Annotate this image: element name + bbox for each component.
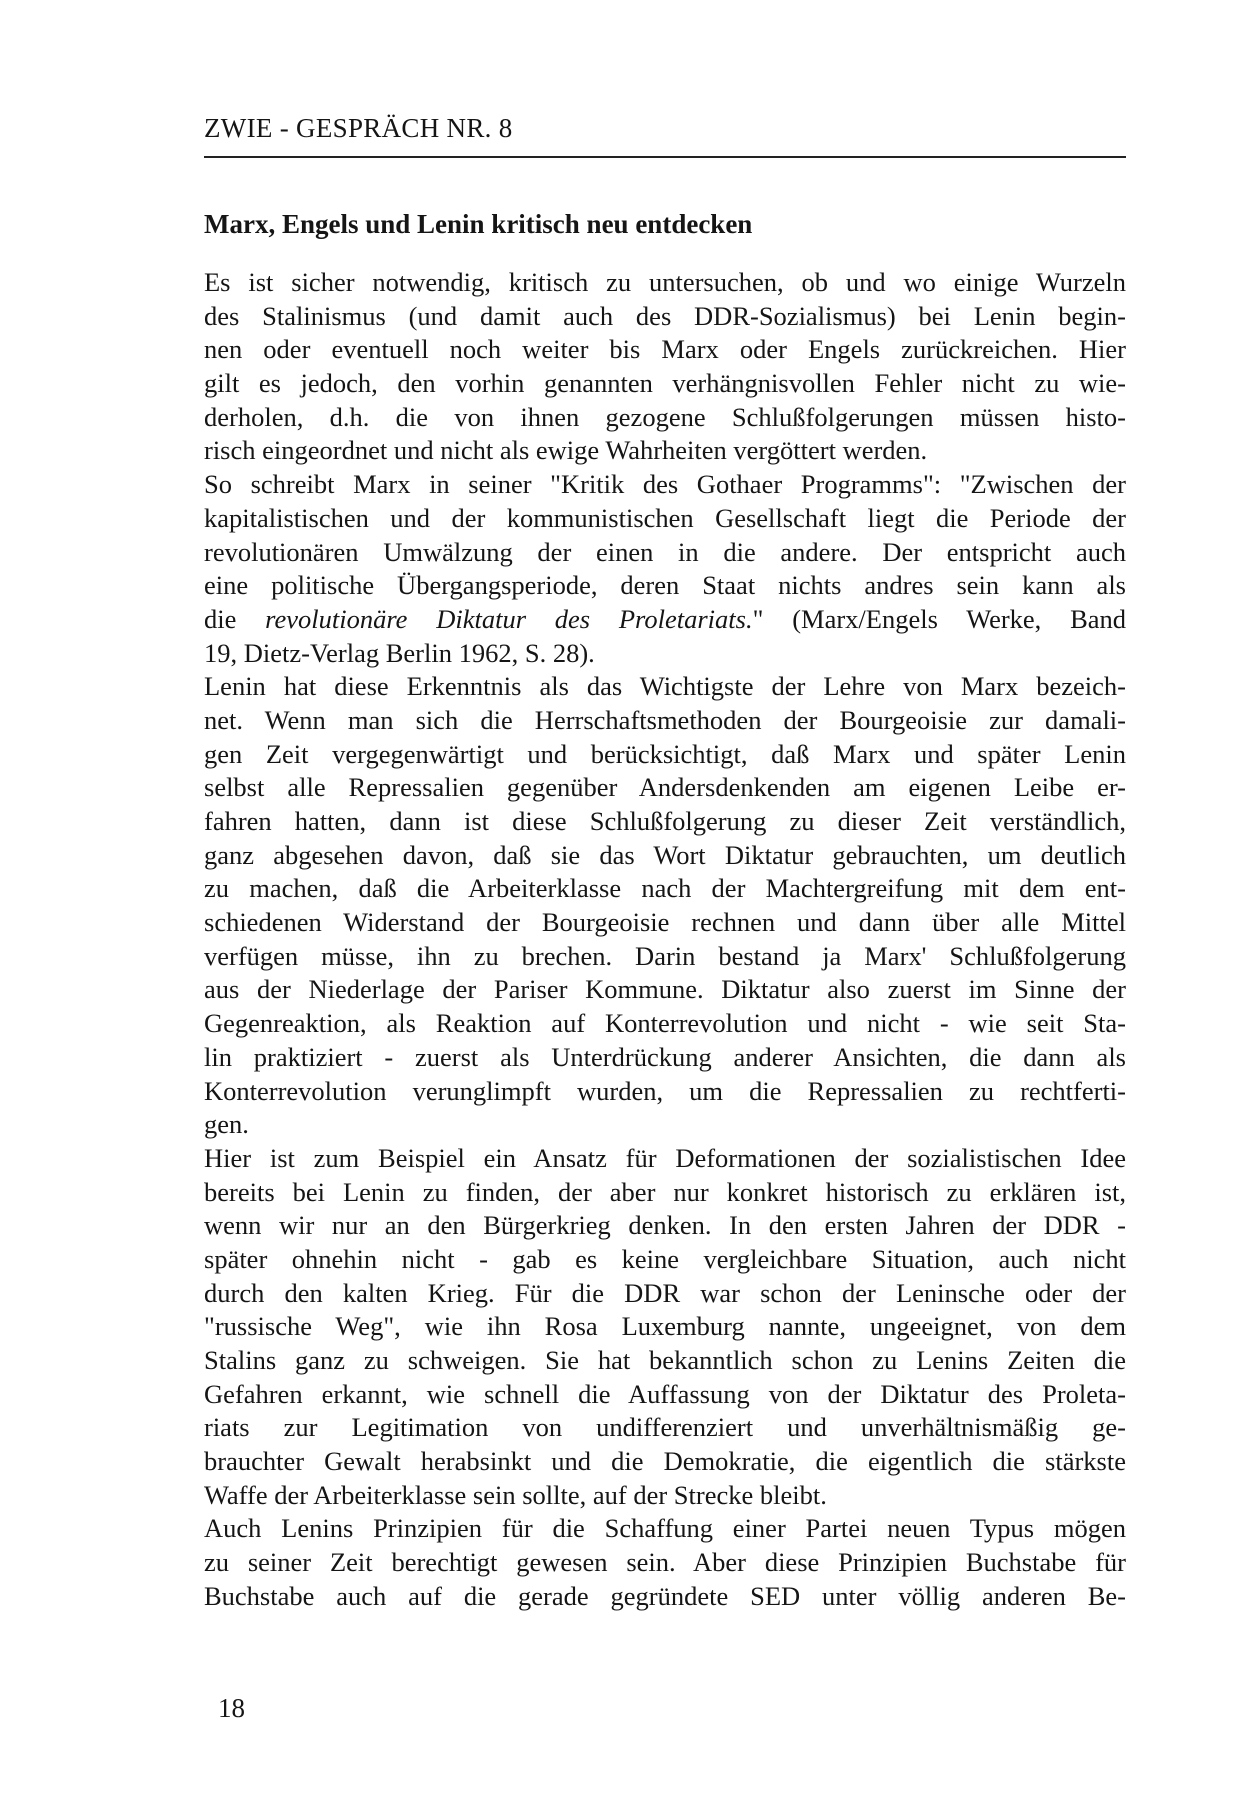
text-line: Es ist sicher notwendig, kritisch zu untersuchen, ob und wo einige Wurzeln <box>204 267 1126 297</box>
emphasis: revolutionäre Diktatur des Proletariats. <box>265 603 753 634</box>
text-line: revolutionären Umwälzung der einen in die andere. Der entspricht auch <box>204 536 1126 567</box>
paragraph <box>204 670 1126 1142</box>
running-header: ZWIE - GESPRÄCH NR. 8 <box>204 113 513 143</box>
text-line: zu seiner Zeit berechtigt gewesen sein. Aber diese Prinzipien Buchstabe für <box>204 1547 1126 1578</box>
text-line: lin praktiziert - zuerst als Unterdrückung anderer Ansichten, die dann als <box>204 1041 1126 1072</box>
text-line: brauchter Gewalt herabsinkt und die Demokratie, die eigentlich die stärkste <box>204 1446 1126 1477</box>
paragraph <box>204 1512 1126 1613</box>
body-text <box>204 266 1126 1614</box>
text-line: riats zur Legitimation von undifferenziert und unverhältnismäßig ge- <box>204 1412 1126 1443</box>
text-line: 19, Dietz-Verlag Berlin 1962, S. 28). <box>204 637 595 668</box>
text-line: verfügen müsse, ihn zu brechen. Darin bestand ja Marx' Schlußfolgerung <box>204 940 1126 971</box>
paragraph <box>204 468 1126 670</box>
text-line: net. Wenn man sich die Herrschaftsmethoden der Bourgeoisie zur damali- <box>204 704 1126 735</box>
text-line: Waffe der Arbeiterklasse sein sollte, auf der Strecke bleibt. <box>204 1479 827 1510</box>
header-rule <box>204 156 1126 158</box>
text-line: schiedenen Widerstand der Bourgeoisie rechnen und dann über alle Mittel <box>204 907 1126 938</box>
text-line: Konterrevolution verunglimpft wurden, um die Repressalien zu rechtferti- <box>204 1075 1126 1106</box>
text-line: risch eingeordnet und nicht als ewige Wahrheiten vergöttert werden. <box>204 435 928 466</box>
paragraph <box>204 1142 1126 1513</box>
text-line: gen Zeit vergegenwärtigt und berücksichtigt, daß Marx und später Lenin <box>204 738 1126 769</box>
text-line: Gefahren erkannt, wie schnell die Auffassung von der Diktatur des Proleta- <box>204 1378 1126 1409</box>
text-line: später ohnehin nicht - gab es keine vergleichbare Situation, auch nicht <box>204 1243 1126 1274</box>
text-line: ganz abgesehen davon, daß sie das Wort Diktatur gebrauchten, um deutlich <box>204 839 1126 870</box>
paragraph <box>204 266 1126 468</box>
text-line: Stalins ganz zu schweigen. Sie hat bekanntlich schon zu Lenins Zeiten die <box>204 1345 1126 1375</box>
text-line: gilt es jedoch, den vorhin genannten verhängnisvollen Fehler nicht zu wie- <box>204 368 1126 399</box>
text-line: nen oder eventuell noch weiter bis Marx oder Engels zurückreichen. Hier <box>204 334 1126 365</box>
text-line: zu machen, daß die Arbeiterklasse nach der Machtergreifung mit dem ent- <box>204 873 1126 904</box>
text-line: wenn wir nur an den Bürgerkrieg denken. In den ersten Jahren der DDR - <box>204 1210 1126 1241</box>
text-line: derholen, d.h. die von ihnen gezogene Schlußfolgerungen müssen histo- <box>204 401 1126 432</box>
text-line: aus der Niederlage der Pariser Kommune. Diktatur also zuerst im Sinne der <box>204 974 1126 1005</box>
text-line: "russische Weg", wie ihn Rosa Luxemburg nannte, ungeeignet, von dem <box>204 1311 1126 1342</box>
text-line: So schreibt Marx in seiner "Kritik des Gothaer Programms": "Zwischen der <box>204 469 1126 500</box>
text-line: eine politische Übergangsperiode, deren Staat nichts andres sein kann als <box>204 570 1126 601</box>
text-line: gen. <box>204 1109 249 1140</box>
text-line: Auch Lenins Prinzipien für die Schaffung einer Partei neuen Typus mögen <box>204 1513 1126 1544</box>
text-line: des Stalinismus (und damit auch des DDR-Sozialismus) bei Lenin begin- <box>204 300 1126 331</box>
text-line: Hier ist zum Beispiel ein Ansatz für Deformationen der sozialistischen Idee <box>204 1142 1126 1173</box>
text-line: Gegenreaktion, als Reaktion auf Konterrevolution und nicht - wie seit Sta- <box>204 1008 1126 1039</box>
text-line: Lenin hat diese Erkenntnis als das Wichtigste der Lehre von Marx bezeich- <box>204 671 1126 702</box>
text-line: die revolutionäre Diktatur des Proletariats." (Marx/Engels Werke, Band <box>204 603 1127 634</box>
text-line: Buchstabe auch auf die gerade gegründete SED unter völlig anderen Be- <box>204 1580 1126 1611</box>
section-title: Marx, Engels und Lenin kritisch neu entdecken <box>204 209 753 239</box>
text-line: fahren hatten, dann ist diese Schlußfolgerung zu dieser Zeit verständlich, <box>204 806 1126 836</box>
text-line: durch den kalten Krieg. Für die DDR war schon der Leninsche oder der <box>204 1277 1126 1308</box>
text-line: kapitalistischen und der kommunistischen Gesellschaft liegt die Periode der <box>204 502 1126 533</box>
text-line: bereits bei Lenin zu finden, der aber nur konkret historisch zu erklären ist, <box>204 1176 1126 1207</box>
page-number: 18 <box>218 1693 245 1723</box>
text-line: selbst alle Repressalien gegenüber Andersdenkenden am eigenen Leibe er- <box>204 772 1126 803</box>
